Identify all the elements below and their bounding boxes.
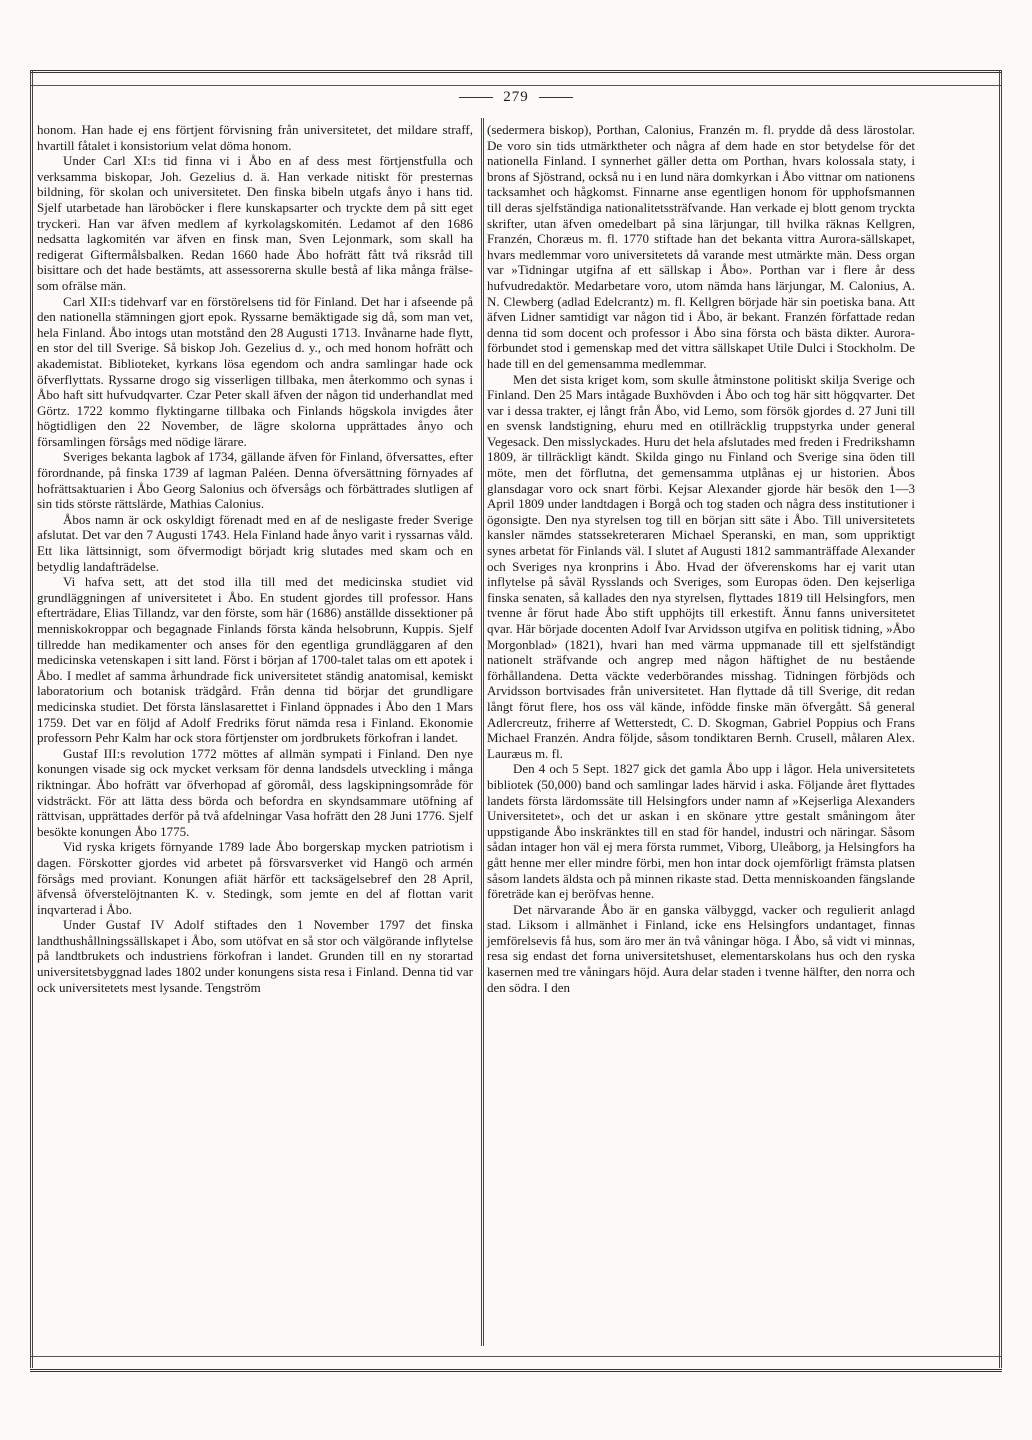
paragraph: Åbos namn är ock oskyldigt förenadt med en af de nesligaste freder Sverige afslutat. Det var den 7 Augusti 1743. Hela Finland hade ånyo varit i ryssarnas våld. Ett lika lättsinnigt, som öfvermodigt börjadt krig slutades med skam och en betydlig landafträdelse. <box>37 511 473 574</box>
paragraph: Den 4 och 5 Sept. 1827 gick det gamla Åbo upp i lågor. Hela universitetets bibliotek (50,000) band och samlingar lades härvid i aska. Följande året flyttades landets första lärdomssäte till Helsingfors under namn af »Kejserliga Alexanders Universitetet», och det ur askan i en skönare yttre gestalt småningom åter uppstigande Åbo inskränktes till en stad för handel, industri och näringar. Såsom sådan intager hon väl ej mera första rummet, Viborg, Uleåborg, ja Helsingfors ha gått henne mer eller mindre förbi, men hon intar dock ojemförligt främsta platsen såsom landets äldsta och på minnen rikaste stad. Detta menniskoanden fängslande företräde kan ej beröfvas henne. <box>487 761 915 902</box>
column-divider <box>481 118 484 1346</box>
paragraph: Under Gustaf IV Adolf stiftades den 1 November 1797 det finska landthushållningssällskapet i Åbo, som utöfvat en så stor och välgörande inflytelse på landtbrukets och industriens förkofran i landet. Grunden till en ny storartad universitetsbyggnad lades 1802 under konungens sista resa i Finland. Denna tid var ock universitetets mest lysande. Tengström <box>37 917 473 995</box>
paragraph: Men det sista kriget kom, som skulle åtminstone politiskt skilja Sverige och Finland. Den 25 Mars intågade Buxhövden i Åbo och tog här sitt högqvarter. Det var i dessa trakter, ej långt från Åbo, vid Lemo, som försök gjordes d. 27 Juni till en svensk landstigning, ehuru med en otillräcklig truppstyrka under general Vegesack. Den misslyckades. Huru det hela afslutades med freden i Fredrikshamn 1809, är tillräckligt kändt. Skilda gingo nu Finland och Sverige sina öden till möte, men det förflutna, det gemensamma utplånas ej ur historien. Åbos glansdagar voro ock snart förbi. Kejsar Alexander gjorde här besök den 1—3 April 1809 under landtdagen i Borgå och tog staden och några dess institutioner i ögonsigte. Den nya styrelsen tog till en början sitt säte i Åbo. Till universitetets kansler nämdes statssekreteraren Michael Speranski, en man, som uppriktigt synes arbetat för Finlands väl. I slutet af Augusti 1812 sammanträffade Alexander och Sveriges nya kronprins i Åbo. Hvad der öfverenskoms har ej varit utan inflytelse på såväl Rysslands och Sveriges, som Europas öden. Den kejserliga finska senaten, så kallades den nya styrelsen, flyttades 1819 till Helsingfors, men tvenne år förut hade Åbo stift upphöjts till erkestift. Ännu fanns universitetet qvar. Här började docenten Adolf Ivar Arvidsson utgifva en politisk tidning, »Åbo Morgonblad» (1821), hvari han med värma uppmanade till ett sjelfständigt nationelt sträfvande och angrep med någon häftighet de nu bestående förhållandena. Detta väckte vederbörandes misshag. Tidningen förbjöds och Arvidsson bortvisades från universitetet. Han flyttade då till Sverige, dit redan långt förut flere, hos oss väl kände, infödde finske män öfvergått. Så general Adlercreutz, friherre af Wetterstedt, C. D. Skogman, Gabriel Poppius och Frans Michael Franzén. Andra följde, såsom tondiktaren Bernh. Crusell, målaren Alex. Lauræus m. fl. <box>487 371 915 761</box>
paragraph: honom. Han hade ej ens förtjent förvisning från universitetet, det mildare straff, hvartill fåtalet i konsistorium velat döma honom. <box>37 122 473 153</box>
left-border <box>30 70 33 1368</box>
page-number: 279 <box>503 89 529 105</box>
paragraph: Gustaf III:s revolution 1772 möttes af allmän sympati i Finland. Den nye konungen visade sig ock mycket verksam för denna landsdels utveckling i många riktningar. Åbo hofrätt var öfverhopad af göromål, dess lagskipningsområde för vidsträckt. För att lätta dess börda och befordra en skyndsammare utöfning af rättvisan, upprättades derför på två afdelningar Vasa hofrätt den 28 Juni 1776. Sjelf besökte konungen Åbo 1775. <box>37 745 473 839</box>
folio-dash-left <box>459 97 493 98</box>
paragraph: Vi hafva sett, att det stod illa till med det medicinska studiet vid grundläggningen af universitetet i Åbo. En student gjordes till professor. Hans efterträdare, Elias Tillandz, var den förste, som här (1686) anställde dissektioner på menniskokroppar och begagnade Finlands första kända helsobrunn, Kuppis. Sjelf tillredde han medikamenter och anses för den egentliga grundläggaren af den medicinska vetenskapen i sitt land. Först i början af 1700-talet talas om ett apotek i Åbo. I medlet af samma århundrade fick universitetet ständig anatomisal, kemiskt laboratorium och botanisk trädgård. Från denna tid börjar det grundligare medicinska studiet. Det första länslasarettet i Finland öppnades i Åbo den 1 Mars 1759. Det var en följd af Adolf Fredriks förut nämda resa i Finland. Ekonomie professorn Pehr Kalm har ock stora förtjenster om jordbrukets förkofran i landet. <box>37 574 473 746</box>
top-border <box>30 70 1002 86</box>
paragraph: Det närvarande Åbo är en ganska välbyggd, vacker och regulierit anlagd stad. Liksom i allmänhet i Finland, icke ens Helsingfors undantaget, finnas jemförelsevis få hus, som äro mer än två våningar höga. I Åbo, så vidt vi minnas, resa sig endast det forna universitetshuset, elementarskolans hus och den ryska kasernen med tre våningars höjd. Aura delar staden i tvenne hälfter, den norra och den södra. I den <box>487 901 915 995</box>
paragraph: Carl XII:s tidehvarf var en förstörelsens tid för Finland. Det har i afseende på den nationella stämningen gjort epok. Ryssarne bemäktigade sig då, som man vet, hela Finland. Åbo intogs utan motstånd den 28 Augusti 1713. Invånarne hade flytt, en stor del till Sverige. Så biskop Joh. Gezelius d. y., och med honom hofrätt och akademistat. Biblioteket, kyrkans lösa egendom och andra samlingar hade ock öfverflyttats. Ryssarne drogo sig visserligen tillbaka, men återkommo och synas i Åbo haft sitt hufvudqvarter. Czar Peter skall äfven der någon tid underhandlat med Görtz. 1722 kommo flyktingarne tillbaka och Finlands högskola invigdes åter högtidligen den 22 November, de lägre skolorna upprättades ånyo och församlingen försågs med nödige lärare. <box>37 293 473 449</box>
folio-dash-right <box>539 97 573 98</box>
left-column <box>37 122 473 995</box>
right-column <box>487 122 915 995</box>
paragraph: (sedermera biskop), Porthan, Calonius, Franzén m. fl. prydde då dess lärostolar. De voro sin tids utmärktheter och några af dem hade en stor betydelse för det nationella Finland. I synnerhet gäller detta om Porthan, hvars kolossala staty, i brons af Sjöstrand, också nu i en lund nära domkyrkan i Åbo vittnar om nationens tacksamhet och hågkomst. Finnarne anse egentligen honom för upphofsmannen till deras sjelfständiga nationalitetssträfvande. Han verkade ej blott genom tryckta skrifter, utan äfven omedelbart på sina lärjungar, till hvilka räknas Kellgren, Franzén, Choræus m. fl. 1770 stiftade han det bekanta vittra Aurora-sällskapet, hvars medlemmar voro universitetets då varande mest utmärkte män. Dess organ var »Tidningar utgifna af ett sällskap i Åbo». Porthan var i flere år dess hufvudredaktör. Medarbetare voro, utom nämda hans lärjungar, M. Calonius, A. N. Clewberg (adlad Edelcrantz) m. fl. Kellgren började här sin poetiska bana. Att äfven Lidner samtidigt var någon tid i Åbo, är bekant. Franzén författade redan denna tid som docent och professor i Åbo sina första och bästa dikter. Aurora-förbundet stod i gemenskap med det vittra sällskapet Utile Dulci i Stockholm. De hade till en del gemensamma medlemmar. <box>487 122 915 371</box>
paragraph: Sveriges bekanta lagbok af 1734, gällande äfven för Finland, öfversattes, efter förordnande, på finska 1739 af lagman Paléen. Denna öfversättning förnyades af hofrättsaktuarien i Åbo Georg Salonius och öfversågs och förbättrades slutligen af sin tids störste rättslärde, Mathias Calonius. <box>37 449 473 512</box>
right-border <box>999 70 1002 1368</box>
bottom-border <box>30 1356 1002 1372</box>
page-number-header <box>0 89 1032 106</box>
paragraph: Under Carl XI:s tid finna vi i Åbo en af dess mest förtjenstfulla och verksamma biskopar, Joh. Gezelius d. ä. Han verkade nitiskt för presternas bildning, för skolan och universitetet. Den finska bibeln utgafs ånyo i hans tid. Sjelf utarbetade han läroböcker i flere kunskapsarter och tryckte dem på sitt eget tryckeri. Han var äfven medlem af kyrkolagskomitén. Ledamot af den 1686 nedsatta lagkomitén var äfven en finsk man, Sven Lejonmark, som skall ha redigerat Giftermålsbalken. Redan 1660 hade Åbo hofrätt fått två riksråd till bisittare och det hade bestämts, att assessorerna skulle bestå af lika många frälse- som ofrälse män. <box>37 153 473 293</box>
paragraph: Vid ryska krigets förnyande 1789 lade Åbo borgerskap mycken patriotism i dagen. Förskotter gjordes vid arbetet på försvarsverket vid Hangö och armén försågs med proviant. Konungen afiät härför ett tacksägelsebref den 28 April, äfvenså öfverstelöjtnanten K. v. Stedingk, som jemte en del af flottan varit inqvarterad i Åbo. <box>37 839 473 917</box>
